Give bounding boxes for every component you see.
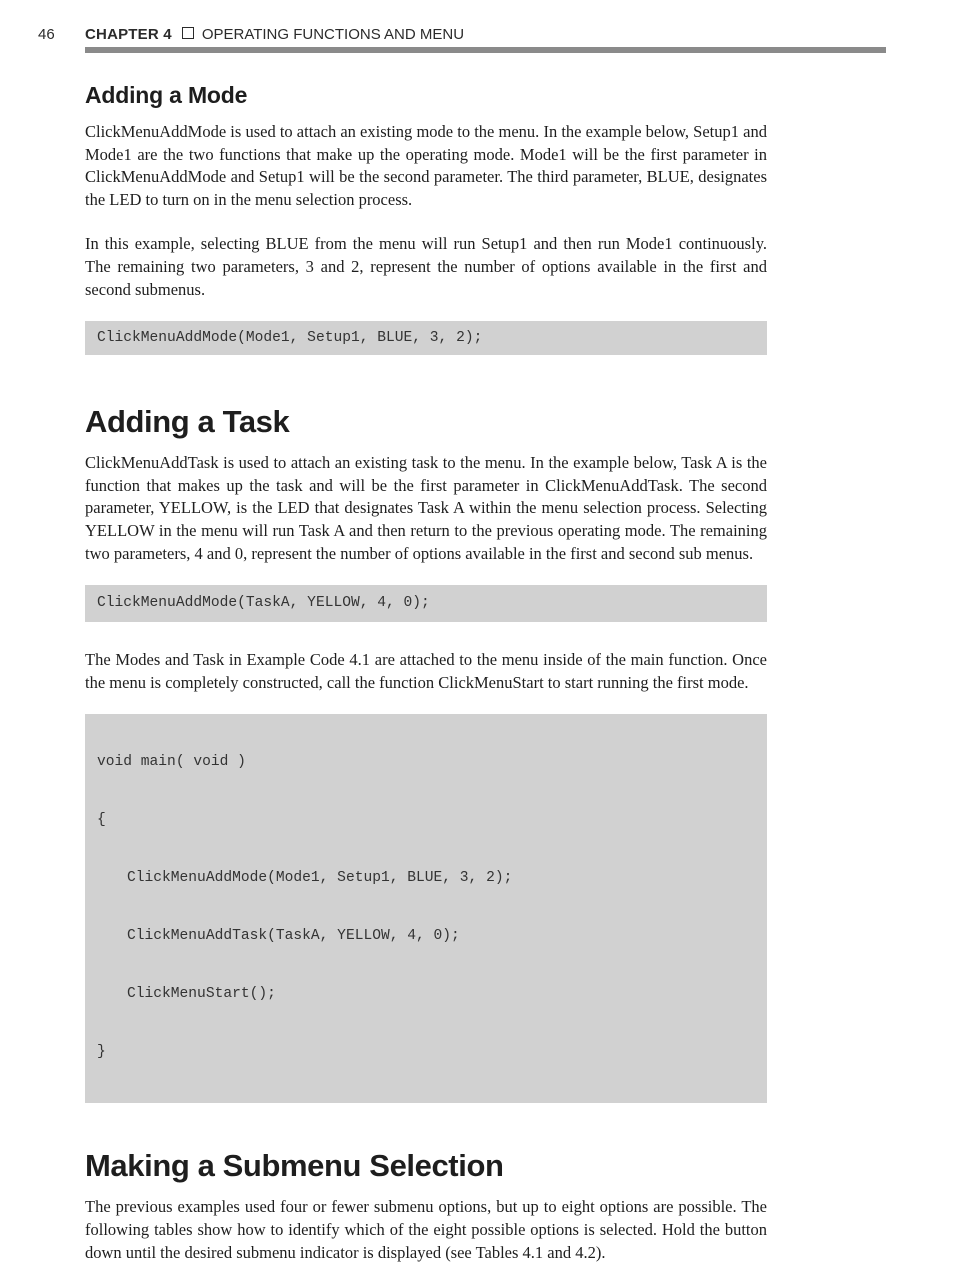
page-number: 46 xyxy=(38,26,55,43)
paragraph-mode-example: In this example, selecting BLUE from the menu will run Setup1 and then run Mode1 continuously. The remaining two parameters, 3 and 2, represent the number of options available in the first and second submenus. xyxy=(85,234,767,299)
code-line: } xyxy=(97,1044,106,1061)
code-line: void main( void ) xyxy=(97,754,246,771)
chapter-title: OPERATING FUNCTIONS AND MENU xyxy=(201,26,465,43)
code-line: ClickMenuAddMode(Mode1, Setup1, BLUE, 3, 2); xyxy=(127,870,513,887)
paragraph-submenu-intro: The previous examples used four or fewer submenu options, but up to eight options are possible. The following tables show how to identify which of the eight possible options is selected. Hold the button down until the desired submenu indicator is displayed (see Tables 4.1 and 4.2). xyxy=(85,1197,767,1262)
page-body xyxy=(85,78,767,1286)
section-heading-adding-task: Adding a Task xyxy=(85,404,290,440)
paragraph-task-intro: ClickMenuAddTask is used to attach an existing task to the menu. In the example below, Task A is the function that makes up the task and will be the first parameter in ClickMenuAddTask. The second parameter, YELLOW, is the LED that designates Task A within the menu selection process. Selecting YELLOW in the menu will run Task A and then return to the previous operating mode. The remaining two parameters, 4 and 0, represent the number of options available in the first and second sub menus. xyxy=(85,453,767,563)
square-separator-icon xyxy=(182,27,194,39)
code-line: ClickMenuStart(); xyxy=(127,986,276,1003)
paragraph-main-function: The Modes and Task in Example Code 4.1 are attached to the menu inside of the main function. Once the menu is completely constructed, call the function ClickMenuStart to start running the first mode. xyxy=(85,650,767,692)
chapter-label: CHAPTER 4 xyxy=(85,26,172,43)
paragraph-mode-intro: ClickMenuAddMode is used to attach an existing mode to the menu. In the example below, Setup1 and Mode1 are the two functions that make up the operating mode. Mode1 will be the first parameter in ClickMenuAddMode and Setup1 will be the second parameter. The third parameter, BLUE, designates the LED to turn on in the menu selection process. xyxy=(85,122,767,209)
running-header xyxy=(0,0,954,60)
code-snippet-add-mode: ClickMenuAddMode(Mode1, Setup1, BLUE, 3, 2); xyxy=(85,321,767,355)
header-rule xyxy=(85,47,886,53)
section-heading-adding-mode: Adding a Mode xyxy=(85,82,248,108)
chapter-heading xyxy=(85,26,464,43)
code-snippet-add-task: ClickMenuAddMode(TaskA, YELLOW, 4, 0); xyxy=(85,585,767,622)
code-line: ClickMenuAddTask(TaskA, YELLOW, 4, 0); xyxy=(127,928,460,945)
code-line: { xyxy=(97,812,106,829)
section-heading-submenu: Making a Submenu Selection xyxy=(85,1148,504,1184)
code-block-main xyxy=(85,714,767,1103)
